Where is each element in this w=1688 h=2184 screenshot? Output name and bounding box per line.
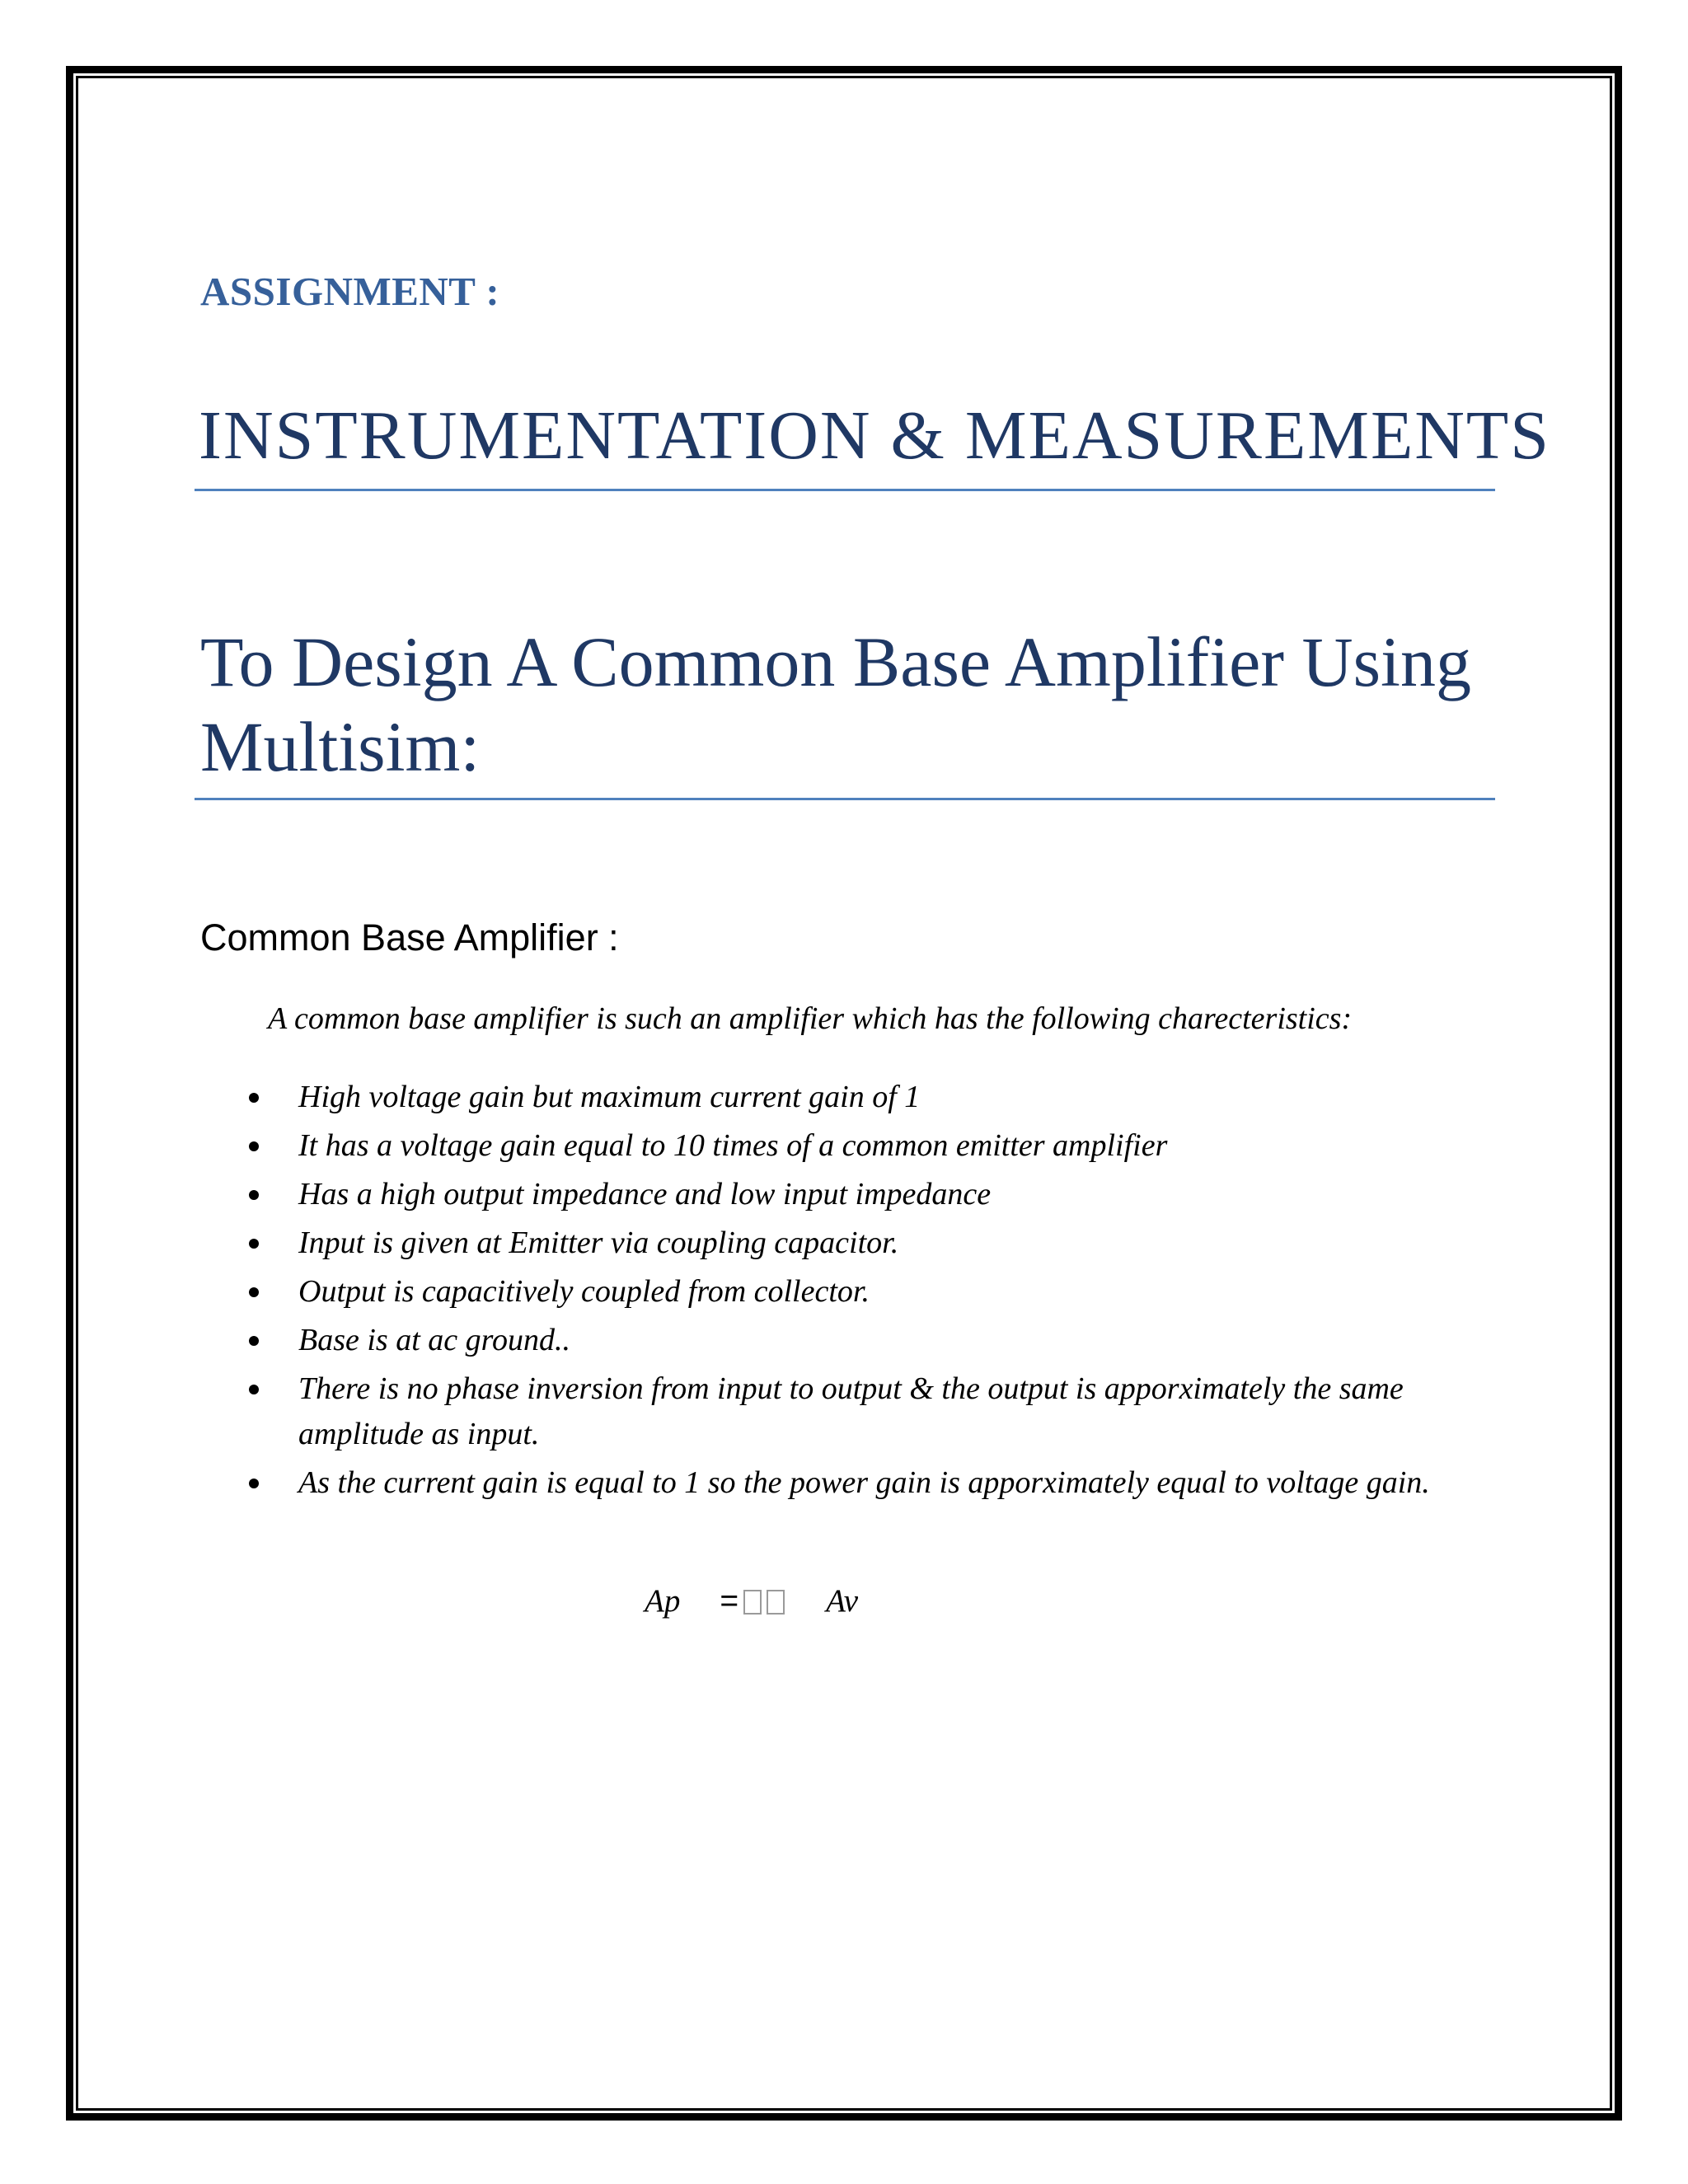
bullet-icon: [249, 1479, 259, 1488]
formula-lhs: Ap: [645, 1583, 681, 1619]
intro-paragraph: A common base amplifier is such an amplifier which has the following charecteristics:: [268, 1001, 1353, 1036]
bullet-icon: [249, 1239, 259, 1249]
subtitle-divider: [195, 798, 1495, 800]
bullet-icon: [249, 1141, 259, 1151]
list-item-text: Input is given at Emitter via coupling capacitor.: [298, 1226, 899, 1260]
bullet-icon: [249, 1336, 259, 1346]
list-item-text: Output is capacitively coupled from collector.: [298, 1274, 870, 1309]
bullet-icon: [249, 1287, 259, 1297]
section-heading: Common Base Amplifier :: [200, 916, 619, 958]
characteristics-list: [0, 1075, 1688, 1509]
list-item: [0, 1172, 1493, 1217]
list-item: [0, 1366, 1493, 1457]
bullet-icon: [249, 1385, 259, 1394]
list-item: [0, 1221, 1493, 1266]
formula-equals: =: [720, 1583, 739, 1619]
list-item: [0, 1269, 1493, 1315]
list-item: [0, 1075, 1493, 1120]
list-item-text: As the current gain is equal to 1 so the power gain is apporximately equal to voltage gain.: [298, 1465, 1430, 1500]
list-item: [0, 1123, 1493, 1169]
missing-glyph-icon: [743, 1590, 762, 1615]
assignment-label: ASSIGNMENT :: [200, 269, 500, 314]
formula-rhs: Av: [826, 1583, 859, 1619]
main-title: INSTRUMENTATION & MEASUREMENTS: [199, 397, 1550, 474]
list-item: [0, 1318, 1493, 1363]
power-gain-formula: [645, 1582, 858, 1619]
bullet-icon: [249, 1190, 259, 1200]
list-item: [0, 1460, 1493, 1506]
title-divider: [195, 489, 1495, 491]
bullet-icon: [249, 1093, 259, 1103]
subtitle: To Design A Common Base Amplifier Using Multisim:: [200, 622, 1471, 786]
missing-glyph-icon: [767, 1590, 785, 1615]
list-item-text: Base is at ac ground..: [298, 1323, 571, 1357]
list-item-text: It has a voltage gain equal to 10 times of a common emitter amplifier: [298, 1128, 1168, 1163]
list-item-text: Has a high output impedance and low input impedance: [298, 1177, 992, 1212]
list-item-text: There is no phase inversion from input to output & the output is apporximately the same amplitude as input.: [298, 1371, 1404, 1451]
list-item-text: High voltage gain but maximum current gain of 1: [298, 1080, 921, 1114]
